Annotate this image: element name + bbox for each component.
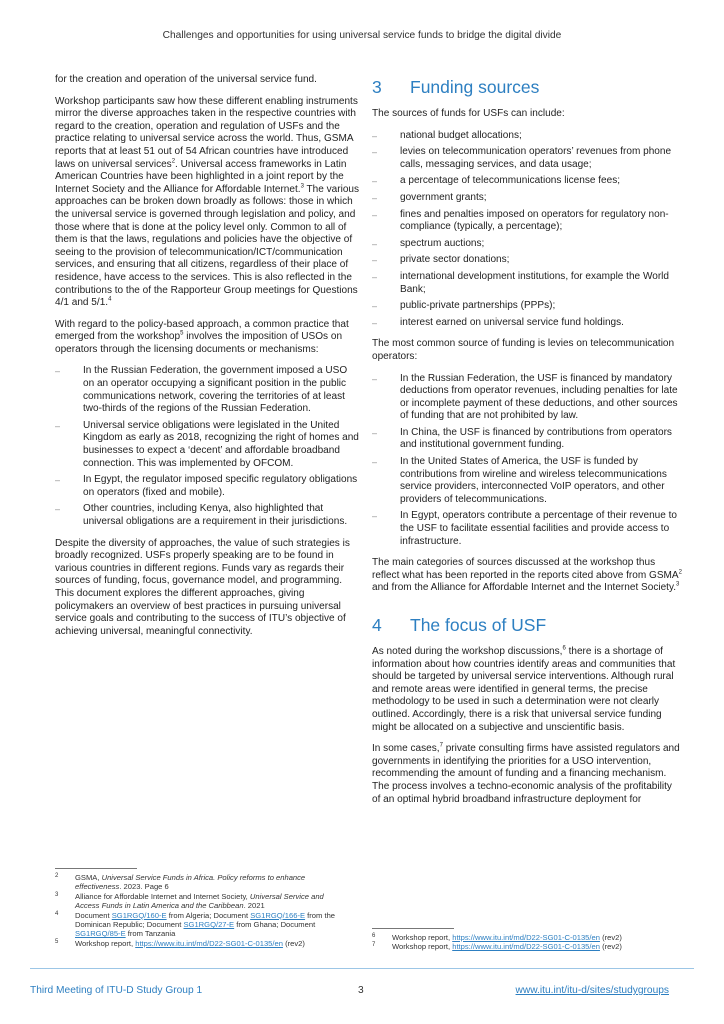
footnote-ref[interactable]: 3: [300, 183, 304, 190]
page-number: 3: [358, 985, 364, 996]
section-heading-funding-sources: [372, 77, 682, 97]
list-item: – In Egypt, operators contribute a percentage of their revenue to the USF to facilitate essential facilities and provide access to infrastructure.: [372, 510, 682, 548]
paragraph: for the creation and operation of the universal service fund.: [55, 74, 317, 85]
text: Workshop report,: [75, 938, 136, 948]
footnote-number: 6: [372, 933, 376, 939]
footnote-rule: [372, 928, 454, 929]
text: Workshop report,: [392, 933, 453, 942]
paragraph: The most common source of funding is levies on telecommunication operators:: [372, 338, 675, 362]
list-item: – private sector donations;: [372, 254, 682, 267]
footnote-ref[interactable]: 4: [108, 296, 112, 303]
footer-meeting-title: Third Meeting of ITU-D Study Group 1: [30, 985, 203, 996]
list-item: – Universal service obligations were legislated in the United Kingdom as early as 2018, recognizing the right of homes and businesses to expect a ‘decent’ and affordable broadband connection. This was implemented by OFCOM.: [55, 420, 361, 470]
text: and from the Alliance for Affordable Internet and the Internet Society.: [372, 582, 677, 594]
text: Universal Service and Access Funds in Latin America and the Caribbean: [75, 891, 324, 911]
document-link[interactable]: SG1RGQ/160-E: [111, 910, 167, 920]
text: As noted during the workshop discussions,: [372, 646, 563, 657]
section-title: The focus of USF: [410, 615, 547, 635]
footnote-number: 3: [55, 891, 59, 898]
footnote-number: 5: [55, 938, 59, 945]
list-item: – In the Russian Federation, the government imposed a USO on an operator occupying a significant position in the public communications network, covering the territories of at least two-thirds of the regions of the Russian Federation.: [55, 365, 361, 415]
text: . 2023. Page 6: [119, 882, 169, 892]
list-item: – In the United States of America, the USF is funded by contributions from wireline and wireless telecommunications service providers, interconnected VoIP operators, and other providers of telecommunications.: [372, 456, 682, 506]
approach-list: [55, 365, 361, 528]
workshop-report-link[interactable]: https://www.itu.int/md/D22-SG01-C-0135/en: [135, 938, 283, 948]
right-column: [372, 74, 682, 815]
section-title: Funding sources: [410, 77, 540, 97]
document-link[interactable]: SG1RGQ/27-E: [183, 920, 235, 930]
footnote-number: 7: [372, 942, 376, 949]
list-item: – levies on telecommunication operators’ revenues from phone calls, messaging services, and data usage;: [372, 146, 682, 171]
text: (rev2): [599, 942, 622, 952]
text: private consulting firms have assisted regulators and governments in identifying the priorities for a USO intervention, recommending the amount of funding and a financing mechanism. The process involves a techno-economic analysis of the profitability of an optimal hybrid broadband infrastructure deployment for: [372, 743, 680, 805]
list-item: – In the Russian Federation, the USF is financed by mandatory deductions from operator revenues, including penalties for late or incomplete payment of these deductions, and other sources of funding that are not prohibited by law.: [372, 373, 682, 423]
workshop-report-link[interactable]: https://www.itu.int/md/D22-SG01-C-0135/en: [452, 933, 600, 942]
footnote-ref[interactable]: 3: [676, 582, 680, 589]
section-heading-focus-of-usf: [372, 615, 682, 635]
footnote: [55, 892, 345, 911]
footnotes-left: [55, 868, 345, 948]
text: Workshop report,: [392, 942, 453, 952]
list-item: – spectrum auctions;: [372, 238, 682, 251]
paragraph: [372, 743, 682, 806]
list-item: – international development institutions, for example the World Bank;: [372, 271, 682, 296]
text: . Universal access frameworks in Latin American Countries have been highlighted in a joint report by the Internet Society and the Alliance for Affordable Internet.: [55, 158, 347, 195]
list-item: – interest earned on universal service fund holdings.: [372, 317, 682, 330]
list-item: – In China, the USF is financed by contributions from operators and institutional government funding.: [372, 427, 682, 452]
list-item: – a percentage of telecommunications license fees;: [372, 175, 682, 188]
text: there is a shortage of information about how countries identify areas and communities that should be targeted by universal service interventions. Although rural and remote areas were identified in general terms, the precise methodology to be used in such a determination were not clearly outlined. Accordingly, there is a risk that universal service funding might be allocated on a subjective and unscientific basis.: [372, 646, 676, 733]
footnote-ref[interactable]: 7: [439, 742, 443, 749]
text: The main categories of sources discussed at the workshop thus reflect what has been reported in the reports cited above from GSMA: [372, 557, 679, 581]
levy-examples-list: [372, 373, 682, 549]
paragraph: Despite the diversity of approaches, the value of such strategies is broadly recognized. USFs properly speaking are to be found in various countries in different regions. Funds vary as regards their sources of funding, focus, governance model, and programming. This document explores the different approaches, giving policymakers an overview of best practices in pursuing universal service goals and contributing to the success of ITU’s objective of achieving universal, meaningful connectivity.: [55, 537, 350, 637]
footnote-rule: [55, 868, 137, 869]
text: involves the imposition of USOs on operators through the licensing documents or mechanisms:: [55, 331, 343, 355]
text: With regard to the policy-based approach, a common practice that emerged from the workshop: [55, 318, 349, 343]
footnote: [55, 911, 345, 939]
text: (rev2): [282, 938, 305, 948]
footnote: [55, 939, 345, 948]
footer-website-link[interactable]: www.itu.int/itu-d/sites/studygroups: [515, 985, 669, 996]
text: GSMA,: [75, 873, 102, 882]
footnotes-right: [372, 928, 662, 952]
text: . 2021: [243, 901, 265, 911]
funding-sources-list: [372, 130, 682, 330]
text: from the Dominican Republic; Document: [75, 910, 336, 930]
text: The various approaches can be broken down broadly as follows: those in which the universal service is governed through legislation and policy, and those where that is done at the policy level only. Common to all of them is that the laws, regulations and policies have the objective of seeing to the provision of telecommunication/ICT/communication services, and ensuring that all citizens, regardless of their place of residence, have access to the services. This is also reflected in the contributions to the of the Rapporteur Group meetings for Questions 4/1 and 5/1.: [55, 183, 360, 309]
footnote: [372, 942, 662, 951]
text: from Tanzania: [125, 929, 176, 939]
list-item: – public-private partnerships (PPPs);: [372, 300, 682, 313]
list-item: – government grants;: [372, 192, 682, 205]
text: Document: [75, 910, 112, 920]
footnote-ref[interactable]: 5: [180, 330, 184, 337]
paragraph: [372, 557, 682, 595]
running-header: Challenges and opportunities for using universal service funds to bridge the digital divide: [162, 30, 562, 41]
paragraph: The sources of funds for USFs can include:: [372, 108, 565, 119]
list-item: – fines and penalties imposed on operators for regulatory non-compliance (typically, a percentage);: [372, 209, 682, 234]
footnote-ref[interactable]: 2: [678, 569, 682, 576]
paragraph: [55, 319, 361, 357]
footnote-ref[interactable]: 6: [562, 645, 566, 652]
document-link[interactable]: SG1RGQ/166-E: [250, 910, 306, 920]
footnote-number: 2: [55, 873, 59, 879]
text: from Algeria; Document: [166, 910, 251, 920]
list-item: – Other countries, including Kenya, also highlighted that universal obligations are a requirement in their jurisdictions.: [55, 503, 361, 528]
text: (rev2): [599, 933, 622, 942]
left-column: [55, 74, 361, 647]
list-item: – In Egypt, the regulator imposed specific regulatory obligations on operators (fixed and mobile).: [55, 474, 361, 499]
footnote: [55, 873, 345, 892]
paragraph: [372, 646, 682, 734]
footnote: [372, 933, 662, 942]
document-link[interactable]: SG1RGQ/85-E: [75, 929, 126, 939]
footer-divider: [30, 968, 694, 969]
footnote-number: 4: [55, 910, 59, 917]
footnote-ref[interactable]: 2: [171, 158, 176, 165]
text: In some cases,: [372, 743, 440, 755]
paragraph: [55, 96, 361, 310]
section-number: 4: [372, 615, 382, 635]
text: Workshop participants saw how these different enabling instruments mirror the diverse approaches taken in the respective countries with regard to the creation, operation and regulation of USFs and the practice relating to universal service across the world. Thus, GSMA reports that at least 51 out of 54 African countries have introduced laws on universal services: [55, 95, 358, 170]
workshop-report-link[interactable]: https://www.itu.int/md/D22-SG01-C-0135/en: [452, 942, 600, 952]
section-number: 3: [372, 77, 382, 97]
text: Alliance for Affordable Internet and Internet Society,: [75, 891, 250, 901]
text: Universal Service Funds in Africa. Policy reforms to enhance effectiveness: [75, 873, 306, 892]
list-item: – national budget allocations;: [372, 130, 682, 143]
text: from Ghana; Document: [234, 920, 316, 930]
